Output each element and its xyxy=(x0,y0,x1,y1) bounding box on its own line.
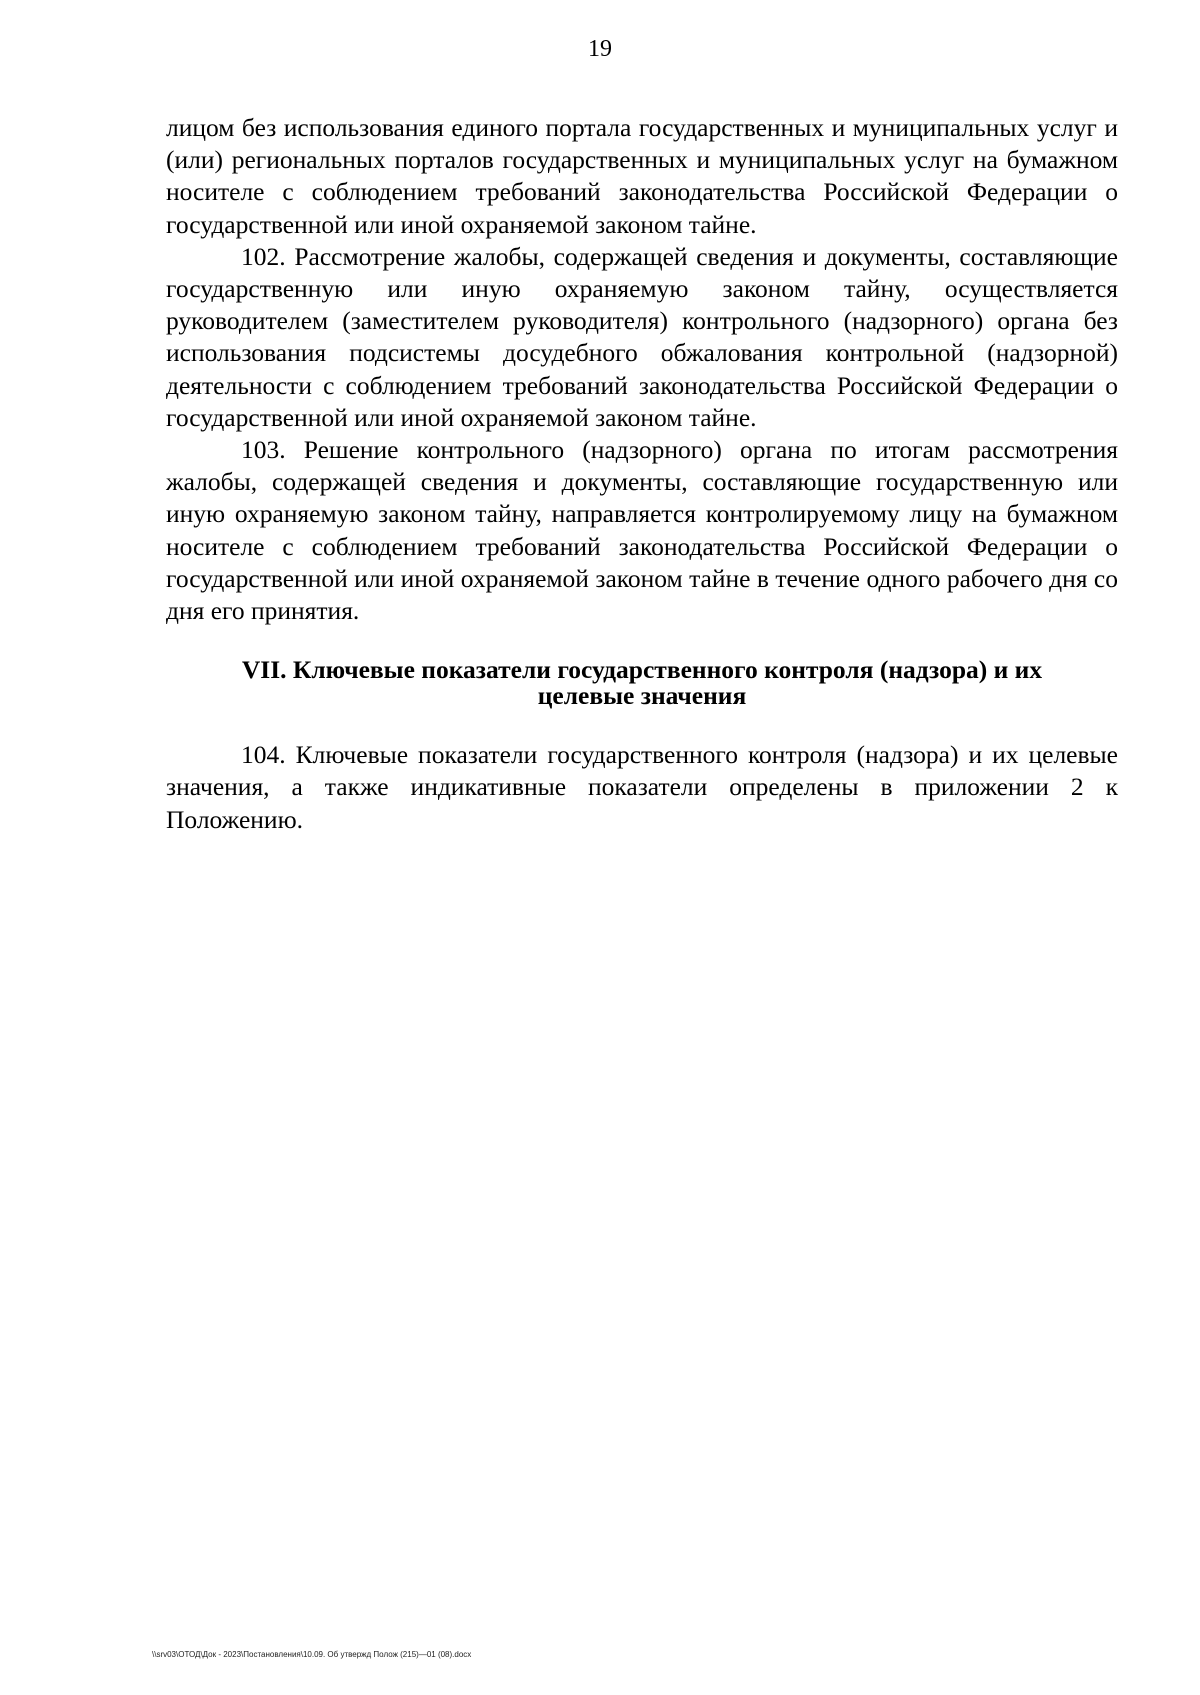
paragraph-103: 103. Решение контрольного (надзорного) органа по итогам рассмотрения жалобы, содержащей сведения и документы, составляющие государственную или иную охраняемую законом тайну, направляется контролируемому лицу на бумажном носителе с соблюдением требований законодательства Российской Федерации о государственной или иной охраняемой законом тайне в течение одного рабочего дня со дня его принятия. xyxy=(166,435,1118,626)
paragraph-continuation: лицом без использования единого портала государственных и муниципальных услуг и (или) региональных порталов государственных и муниципальных услуг на бумажном носителе с соблюдением требований законодательства Российской Федерации о государственной или иной охраняемой законом тайне. xyxy=(166,113,1118,239)
paragraph-102: 102. Рассмотрение жалобы, содержащей сведения и документы, составляющие государственную или иную охраняемую законом тайну, осуществляется руководителем (заместителем руководителя) контрольного (надзорного) органа без использования подсистемы досудебного обжалования контрольной (надзорной) деятельности с соблюдением требований законодательства Российской Федерации о государственной или иной охраняемой законом тайне. xyxy=(166,241,1118,432)
paragraph-104: 104. Ключевые показатели государственного контроля (надзора) и их целевые значения, а также индикативные показатели определены в приложении 2 к Положению. xyxy=(166,740,1118,834)
section-heading-line-2: целевые значения xyxy=(537,681,747,711)
footer-file-path: \\srv03\ОТОД\Док - 2023\Постановления\10.09. Об утвержд Полож (215)—01 (08).docx xyxy=(152,1650,472,1659)
document-body xyxy=(166,112,1118,836)
section-heading-line-1: VII. Ключевые показатели государственного контроля (надзора) и их xyxy=(241,655,1043,685)
section-heading xyxy=(166,657,1118,709)
page-number: 19 xyxy=(588,36,612,62)
